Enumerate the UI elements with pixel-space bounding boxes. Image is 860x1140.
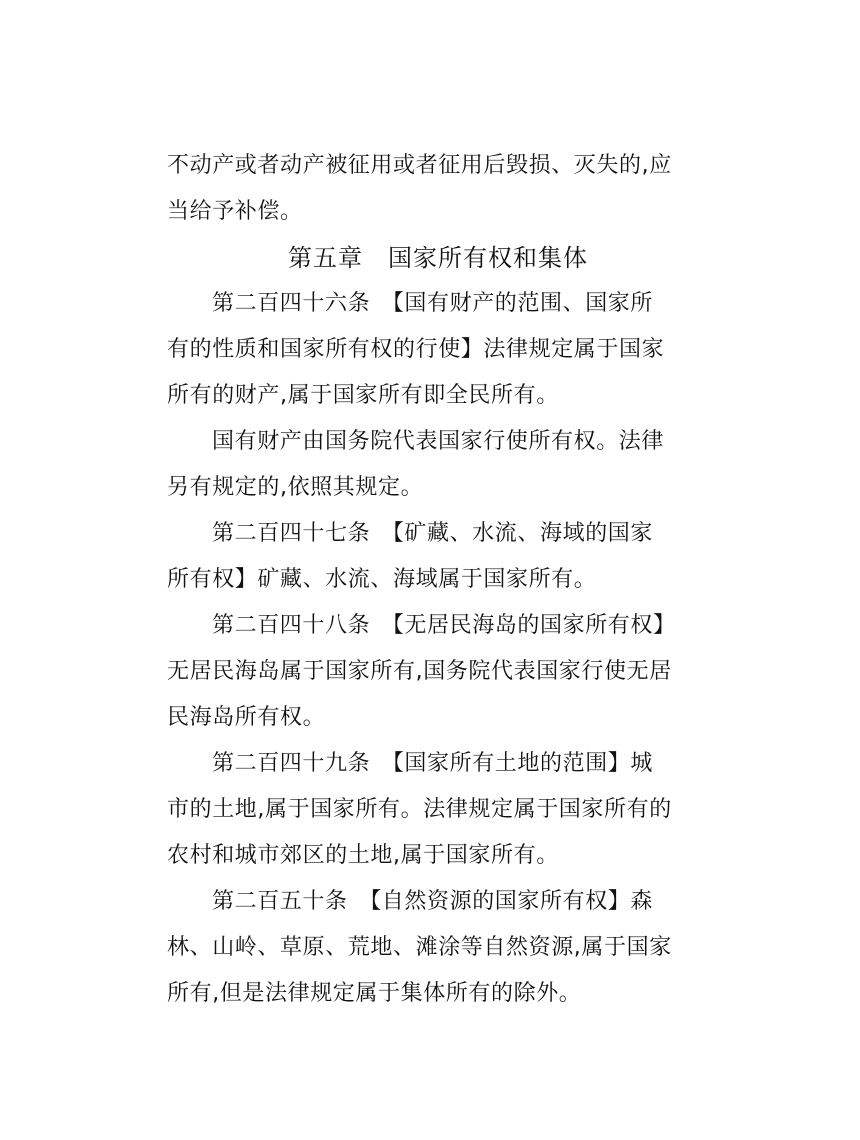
article-248-line: 无居民海岛属于国家所有,国务院代表国家行使无居 — [167, 659, 672, 684]
article-246-line: 第二百四十六条 【国有财产的范围、国家所 — [212, 291, 654, 316]
article-250-line: 第二百五十条 【自然资源的国家所有权】森 — [212, 889, 654, 914]
article-247-line: 所有权】矿藏、水流、海域属于国家所有。 — [167, 567, 597, 592]
paragraph-line: 当给予补偿。 — [167, 199, 303, 224]
paragraph-line: 另有规定的,依照其规定。 — [167, 475, 424, 500]
paragraph-line: 国有财产由国务院代表国家行使所有权。法律 — [212, 429, 665, 454]
chapter-heading: 第五章 国家所有权和集体 — [288, 244, 588, 272]
text-column — [167, 143, 697, 1017]
article-250-line: 所有,但是法律规定属于集体所有的除外。 — [167, 981, 582, 1006]
article-248-line: 民海岛所有权。 — [167, 705, 326, 730]
article-246-line: 所有的财产,属于国家所有即全民所有。 — [167, 383, 559, 408]
article-249-line: 市的土地,属于国家所有。法律规定属于国家所有的 — [167, 797, 672, 822]
article-246-line: 有的性质和国家所有权的行使】法律规定属于国家 — [167, 337, 665, 362]
article-247-line: 第二百四十七条 【矿藏、水流、海域的国家 — [212, 521, 654, 546]
article-249-line: 农村和城市郊区的土地,属于国家所有。 — [167, 843, 559, 868]
paragraph-line: 不动产或者动产被征用或者征用后毁损、灭失的,应 — [167, 153, 672, 178]
article-249-line: 第二百四十九条 【国家所有土地的范围】城 — [212, 751, 654, 776]
article-248-line: 第二百四十八条 【无居民海岛的国家所有权】 — [212, 613, 676, 638]
article-250-line: 林、山岭、草原、荒地、滩涂等自然资源,属于国家 — [167, 935, 672, 960]
